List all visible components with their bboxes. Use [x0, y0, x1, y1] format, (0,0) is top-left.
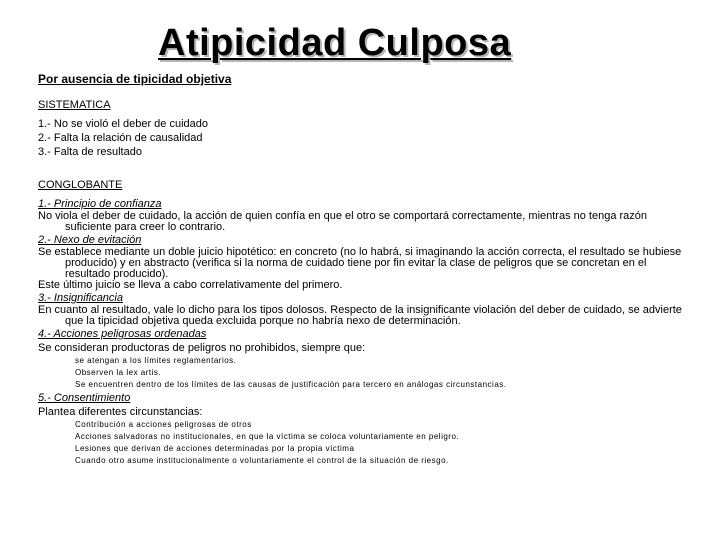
sistematica-item: 2.- Falta la relación de causalidad	[38, 132, 203, 144]
list-item: Se encuentren dentro de los límites de las causas de justificación para tercero en análogas circunstancias.	[75, 380, 507, 389]
section-text-evitacion-2: Este último juicio se lleva a cabo correlativamente del primero.	[38, 279, 343, 291]
section-text-evitacion: Se establece mediante un doble juicio hipotético: en concreto (no lo habrá, si imaginando la acción correcta, el resultado se hubiese producido) y en abstracto (verifica si la norma de cuidado tiene por fin evitar la clase de peligros que se concretan en el resultado producido).	[38, 246, 682, 280]
list-item: Observen la lex artis.	[75, 368, 162, 377]
section-heading-consentimiento: 5.- Consentimiento	[38, 392, 131, 404]
sistematica-heading: SISTEMATICA	[38, 99, 111, 111]
conglobante-heading: CONGLOBANTE	[38, 179, 123, 191]
slide-content	[38, 98, 688, 467]
section-heading-acciones: 4.- Acciones peligrosas ordenadas	[38, 328, 207, 340]
section-heading-evitacion: 2.- Nexo de evitación	[38, 234, 142, 246]
list-item: Lesiones que derivan de acciones determinadas por la propia víctima	[75, 444, 355, 453]
list-item: se atengan a los límites reglamentarios.	[75, 356, 237, 365]
sistematica-item: 1.- No se violó el deber de cuidado	[38, 118, 208, 130]
subtitle: Por ausencia de tipicidad objetiva	[38, 72, 232, 86]
sistematica-item: 3.- Falta de resultado	[38, 146, 142, 158]
list-item: Contribución a acciones peligrosas de otros	[75, 420, 252, 429]
section-text-confianza: No viola el deber de cuidado, la acción de quien confía en que el otro se comportará correctamente, mientras no tenga razón suficiente para creer lo contrario.	[38, 210, 648, 233]
section-text-consentimiento: Plantea diferentes circunstancias:	[38, 406, 203, 418]
section-heading-insignificancia: 3.- Insignificancia	[38, 292, 123, 304]
list-item: Cuando otro asume institucionalmente o voluntariamente el control de la situación de riesgo.	[75, 456, 449, 465]
section-text-acciones: Se consideran productoras de peligros no prohibidos, siempre que:	[38, 342, 366, 354]
list-item: Acciones salvadoras no institucionales, en que la víctima se coloca voluntariamente en peligro.	[75, 432, 460, 441]
section-text-insignificancia: En cuanto al resultado, vale lo dicho para los tipos dolosos. Respecto de la insignificante violación del deber de cuidado, se advierte que la tipicidad objetiva queda excluida porque no habría nexo de determinación.	[38, 304, 682, 327]
page-title: Atipicidad Culposa	[158, 22, 512, 64]
section-heading-confianza: 1.- Principio de confianza	[38, 198, 162, 210]
